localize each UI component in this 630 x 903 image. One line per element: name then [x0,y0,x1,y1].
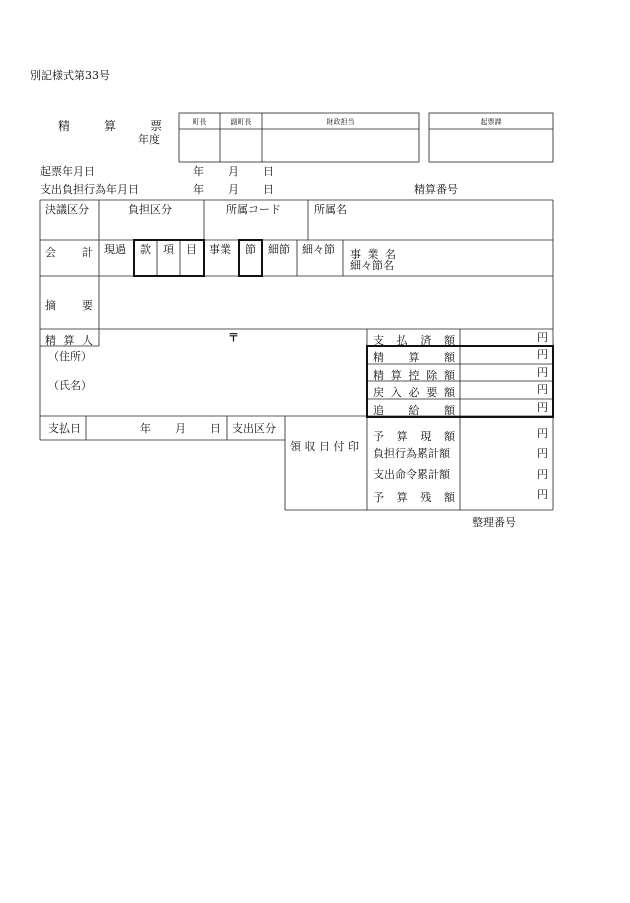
address-label: （住所） [48,350,92,363]
title-char: 精 [58,119,71,133]
settler-label: 精 算 人 [45,334,93,347]
fiscal-year-label: 年度 [138,133,160,146]
commitment-total-label: 負担行為累計額 [373,447,450,460]
setsu-label: 節 [245,243,256,256]
decision-class-label: 決議区分 [45,203,89,216]
kou-label: 項 [163,243,174,256]
order-total-label: 支出命令累計額 [373,468,450,481]
additional-payment-label: 追 給 額 [373,404,455,417]
form-title [58,117,162,134]
kan-label: 款 [140,243,151,256]
issue-date-label: 起票年月日 [40,165,95,178]
paid-amount-label: 支 払 済 額 [373,334,455,347]
deduction-amount-label: 精 算 控 除 額 [373,369,455,382]
year-unit: 年 [140,422,151,435]
month-unit: 月 [228,165,239,178]
day-unit: 日 [263,165,274,178]
finance-header: 財政担当 [326,118,355,126]
year-unit: 年 [193,165,204,178]
filing-number-label: 整理番号 [472,516,516,529]
yen-unit: 円 [537,348,548,361]
title-char: 算 [103,119,116,133]
yen-unit: 円 [537,427,548,440]
mayor-header: 町長 [192,118,207,126]
budget-remaining-label: 予 算 残 額 [373,491,455,504]
burden-class-label: 負担区分 [128,203,172,216]
day-unit: 日 [263,183,274,196]
postal-mark: 〒 [228,331,239,344]
day-unit: 日 [210,422,221,435]
form-number: 別記様式第33号 [30,69,110,82]
title-char: 票 [149,119,162,133]
yen-unit: 円 [537,366,548,379]
refund-required-label: 戻 入 必 要 額 [373,386,455,399]
receipt-date-label: 領 収 日 付 印 [290,440,359,453]
payment-class-label: 支出区分 [232,422,276,435]
summary-label: 摘 要 [45,299,93,312]
dept-name-label: 所属名 [314,203,347,216]
saisaisetsu-label: 細々節 [302,243,335,256]
sub-setsu-name-label: 細々節名 [350,259,394,272]
month-unit: 月 [228,183,239,196]
commitment-date-label: 支出負担行為年月日 [40,183,139,196]
settlement-number-label: 精算番号 [414,183,458,196]
vice-mayor-header: 副町長 [230,118,252,126]
current-past-label: 現過 [104,243,126,256]
payment-date-label: 支払日 [48,422,81,435]
yen-unit: 円 [537,331,548,344]
year-unit: 年 [193,183,204,196]
moku-label: 目 [186,243,197,256]
account-label: 会 計 [45,246,93,259]
name-label: （氏名） [48,379,92,392]
yen-unit: 円 [537,488,548,501]
yen-unit: 円 [537,383,548,396]
saisetsu-label: 細節 [268,243,290,256]
month-unit: 月 [175,422,186,435]
project-name-label: 事 業 名 [350,248,396,261]
yen-unit: 円 [537,401,548,414]
settlement-amount-label: 精 算 額 [373,351,455,364]
yen-unit: 円 [537,447,548,460]
project-label: 事業 [209,243,231,256]
yen-unit: 円 [537,468,548,481]
issuing-dept-header: 起票課 [480,118,502,126]
dept-code-label: 所属コード [226,203,281,216]
budget-current-label: 予 算 現 額 [373,430,455,443]
